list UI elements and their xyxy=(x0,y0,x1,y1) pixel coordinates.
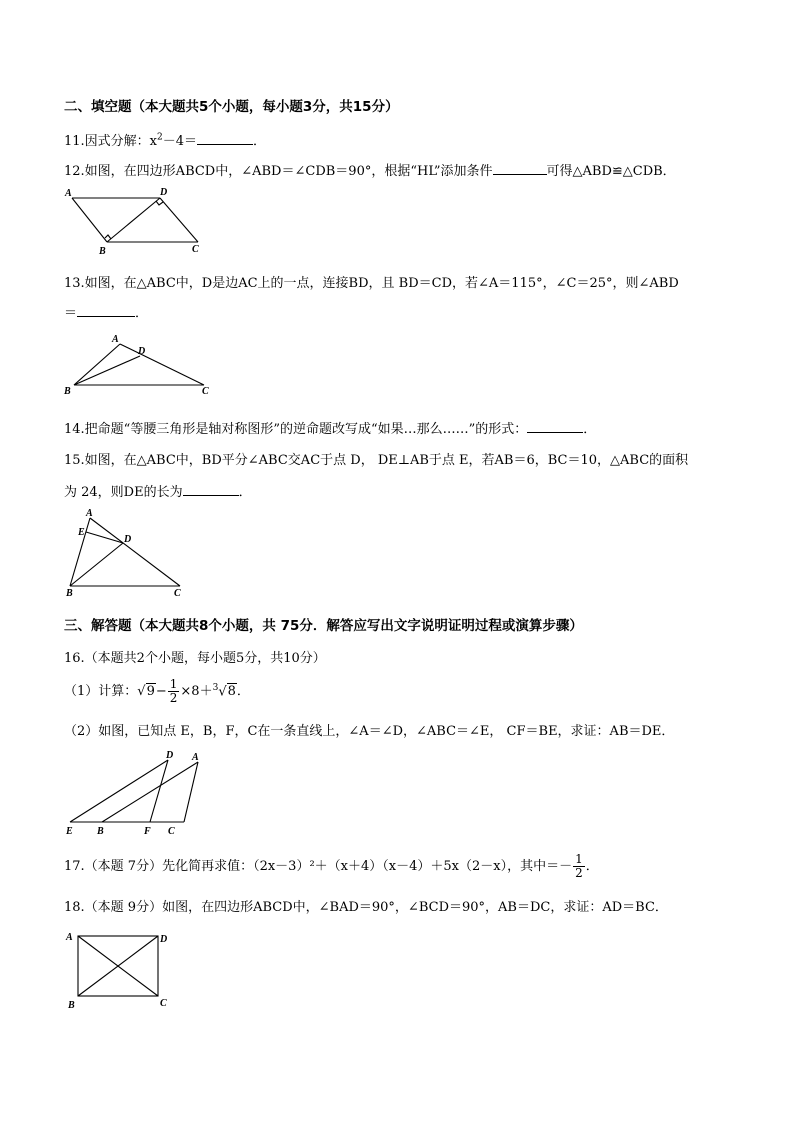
q14-answer-blank[interactable] xyxy=(527,420,583,433)
cbrt-index: 3 xyxy=(212,682,219,693)
q13-answer-blank[interactable] xyxy=(77,304,135,317)
q14-text: 14.把命题“等腰三角形是轴对称图形”的逆命题改写成“如果…那么……”的形式： xyxy=(64,422,528,437)
question-15-line2 xyxy=(64,481,252,500)
fig16-label-f: F xyxy=(144,826,151,837)
figure-18 xyxy=(62,926,182,1012)
fig18-label-a: A xyxy=(66,932,73,943)
question-14 xyxy=(64,418,596,437)
fig12-label-a: A xyxy=(65,188,72,199)
fig15-label-a: A xyxy=(86,508,93,519)
q11-tail: ． xyxy=(253,134,267,149)
question-11 xyxy=(64,130,266,149)
q11-prefix: 11.因式分解：x xyxy=(64,134,158,149)
cbrt-radicand: 8 xyxy=(227,684,236,699)
q11-sup: 2 xyxy=(157,132,163,143)
fig16-label-a: A xyxy=(192,752,199,763)
cbrt-expression: $^3$√8 xyxy=(212,682,236,699)
fig16-label-e: E xyxy=(66,826,73,837)
fig13-label-c: C xyxy=(202,386,209,397)
sqrt-expression: √9 xyxy=(137,684,155,699)
fig15-label-d: D xyxy=(124,534,132,545)
fig13-label-d: D xyxy=(138,346,146,357)
section2-heading: 二、填空题（本大题共5个小题，每小题3分，共15分） xyxy=(64,99,399,115)
question-15-line1: 15.如图，在△ABC中，BD平分∠ABC交AC于点 D， DE⊥AB于点 E，若AB＝6，BC＝10，△ABC的面积 xyxy=(64,453,689,468)
q15-line2-tail: ． xyxy=(238,485,252,500)
fig15-label-c: C xyxy=(174,588,181,598)
figure-13 xyxy=(60,330,220,398)
fig18-label-c: C xyxy=(160,998,167,1009)
question-13-line2 xyxy=(64,302,148,321)
fig12-label-d: D xyxy=(160,187,168,198)
frac-denominator: 2 xyxy=(575,866,583,880)
figure-15 xyxy=(62,506,196,598)
fig18-label-b: B xyxy=(68,1000,75,1011)
q12-tail: 可得△ABD≌△CDB． xyxy=(546,164,676,179)
q12-answer-blank[interactable] xyxy=(493,162,547,175)
fig12-label-c: C xyxy=(192,244,199,255)
q16-p1-prefix: （1）计算： xyxy=(64,684,138,699)
question-16-intro: 16.（本题共2个小题，每小题5分，共10分） xyxy=(64,651,326,666)
fraction-one-half xyxy=(573,853,585,880)
q11-answer-blank[interactable] xyxy=(197,132,253,145)
question-13-line1: 13.如图，在△ABC中，D是边AC上的一点，连接BD，且 BD＝CD，若∠A＝115°，∠C＝25°，则∠ABD xyxy=(64,276,679,291)
sqrt-radicand: 9 xyxy=(146,684,155,699)
q11-rest: －4＝ xyxy=(162,134,198,149)
q17-tail: ． xyxy=(585,859,599,874)
fig12-label-b: B xyxy=(99,246,106,257)
question-17 xyxy=(64,853,599,880)
frac-numerator: 1 xyxy=(169,677,178,691)
q16-p1-mid: ×8＋ xyxy=(180,684,213,699)
question-18: 18.（本题 9分）如图，在四边形ABCD中，∠BAD＝90°，∠BCD＝90°，AB＝DC，求证：AD＝BC． xyxy=(64,900,668,915)
figure-16 xyxy=(60,744,210,838)
fig16-label-b: B xyxy=(97,826,104,837)
q13-line2-prefix: ＝ xyxy=(64,306,78,321)
section3-heading: 三、解答题（本大题共8个小题，共 75分．解答应写出文字说明证明过程或演算步骤） xyxy=(64,618,583,634)
fig13-label-b: B xyxy=(64,386,71,397)
figure-12 xyxy=(62,184,212,258)
frac-numerator: 1 xyxy=(575,852,583,866)
fig13-label-a: A xyxy=(112,334,119,345)
q16-p1-tail: ． xyxy=(236,684,250,699)
fig16-label-c: C xyxy=(168,826,175,837)
frac-denominator: 2 xyxy=(169,691,178,705)
question-16-part2: （2）如图，已知点 E，B，F，C在一条直线上，∠A＝∠D，∠ABC＝∠E， CF＝BE，求证：AB＝DE． xyxy=(64,724,675,739)
fig18-label-d: D xyxy=(160,934,168,945)
fig16-label-d: D xyxy=(166,750,174,761)
q16-p1-minus: − xyxy=(155,684,167,699)
q15-line2-prefix: 为 24，则DE的长为 xyxy=(64,485,183,500)
q13-line2-tail: ． xyxy=(135,306,149,321)
q14-tail: ． xyxy=(583,422,597,437)
question-16-part1 xyxy=(64,678,250,705)
q17-prefix: 17.（本题 7分）先化简再求值：（2x－3）²＋（x＋4）（x－4）＋5x（2－x），其中＝－ xyxy=(64,859,573,874)
fraction-one-half xyxy=(168,678,180,705)
q15-answer-blank[interactable] xyxy=(183,483,239,496)
q12-text: 12.如图，在四边形ABCD中，∠ABD＝∠CDB＝90°，根据“HL”添加条件 xyxy=(64,164,493,179)
fig15-label-e: E xyxy=(78,527,85,538)
question-12 xyxy=(64,160,676,179)
fig15-label-b: B xyxy=(66,588,73,598)
